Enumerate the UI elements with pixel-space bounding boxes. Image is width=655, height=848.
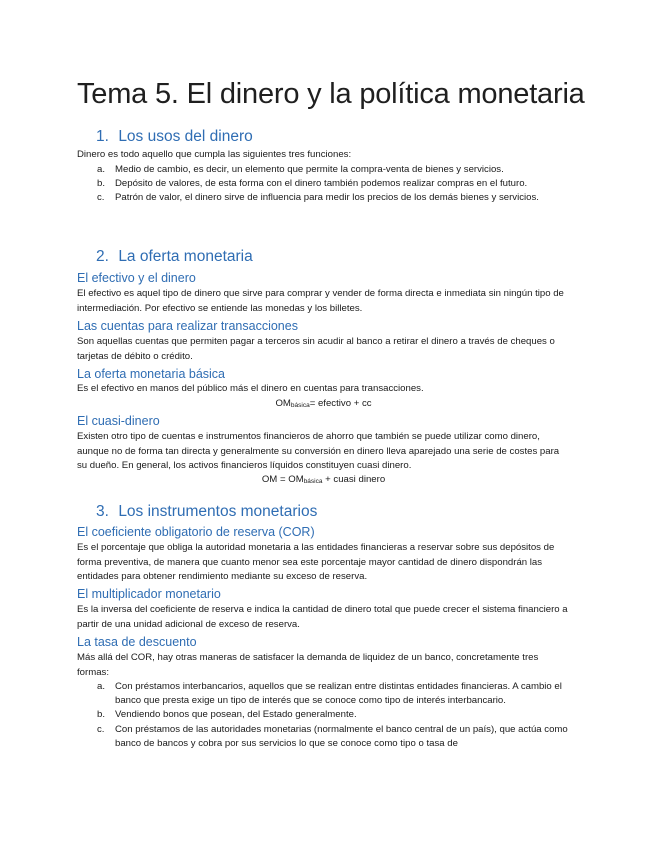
list-marker: c.: [97, 723, 105, 735]
section-1-intro: Dinero es todo aquello que cumpla las siguientes tres funciones:: [77, 149, 352, 160]
subsection-text: El efectivo es aquel tipo de dinero que sirve para comprar y vender de forma directa e inmediata sin ningún tipo de intermediación. Por efectivo se entiende las monedas y los billetes.: [77, 288, 564, 314]
formula-subscript: básica: [290, 402, 310, 409]
list-item-text: Con préstamos interbancarios, aquellos que se realizan entre distintas entidades financieras. A cambio el banco que presta exige un tipo de interés que se conoce como tipo de interés interbancario.: [115, 681, 562, 707]
section-1-number: 1.: [96, 128, 109, 145]
subsection-text: Son aquellas cuentas que permiten pagar a terceros sin acudir al banco a retirar el dinero a través de cheques o tarjetas de débito o crédito.: [77, 336, 555, 362]
list-item-text: Depósito de valores, de esta forma con el dinero también podemos realizar compras en el futuro.: [115, 178, 528, 190]
formula-subscript: básica: [303, 478, 323, 485]
list-marker: a.: [97, 681, 106, 692]
list-item: [77, 723, 570, 751]
list-item-text: Medio de cambio, es decir, un elemento que permite la compra-venta de bienes y servicios.: [115, 164, 504, 175]
formula-left: OM: [275, 398, 291, 409]
subsection-heading: La tasa de descuento: [77, 635, 197, 649]
document-title: Tema 5. El dinero y la política monetaria: [77, 78, 585, 110]
subsection-text: Es el porcentaje que obliga la autoridad monetaria a las entidades financieras a reservar sobre sus depósitos de forma preventiva, de manera que cuanto menor sea este porcentaje mayor cantidad de dinero dispondrán las entidades para obtener rendimiento mediante su exceso de reserva.: [77, 542, 555, 583]
list-item-text: Patrón de valor, el dinero sirve de influencia para medir los precios de los demás bienes y servicios.: [115, 192, 539, 204]
subsection-text: Es el efectivo en manos del público más el dinero en cuentas para transacciones.: [77, 383, 424, 394]
section-2-number: 2.: [96, 248, 109, 265]
list-marker: b.: [97, 178, 106, 190]
formula-right: = efectivo + cc: [309, 398, 372, 409]
list-item-text: Con préstamos de las autoridades monetarias (normalmente el banco central de un país), que actúa como banco de bancos y cobra por sus servicios lo que se conoce como tipo o tasa de: [115, 723, 568, 749]
section-3-title: Los instrumentos monetarios: [118, 503, 318, 520]
subsection-heading: El coeficiente obligatorio de reserva (COR): [77, 525, 315, 539]
subsection-text: Existen otro tipo de cuentas e instrumentos financieros de ahorro que también se puede utilizar como dinero, aunque no de forma tan directa y generalmente su conversión en dinero lleva aparejado una serie de costes para su dueño. En general, los activos financieros líquidos constituyen cuasi dinero.: [77, 431, 560, 472]
subsection-heading: La oferta monetaria básica: [77, 367, 226, 381]
section-1-title: Los usos del dinero: [118, 128, 253, 145]
subsection-heading: El cuasi-dinero: [77, 414, 160, 428]
subsection-text: Es la inversa del coeficiente de reserva e indica la cantidad de dinero total que puede crecer el sistema financiero a partir de una unidad adicional de exceso de reserva.: [77, 604, 568, 630]
subsection-text: Más allá del COR, hay otras maneras de satisfacer la demanda de liquidez de un banco, concretamente tres formas:: [77, 652, 539, 678]
section-3-heading: [96, 503, 317, 521]
formula-om-basica: [77, 397, 570, 414]
list-item-text: Vendiendo bonos que posean, del Estado generalmente.: [115, 709, 357, 721]
section-1-heading: [96, 128, 253, 146]
formula-om: [77, 473, 570, 490]
subsection-heading: El multiplicador monetario: [77, 587, 221, 601]
section-3-number: 3.: [96, 503, 109, 520]
list-item: [77, 708, 570, 722]
list-item: [77, 680, 570, 708]
subsection-heading: El efectivo y el dinero: [77, 271, 196, 285]
list-marker: b.: [97, 709, 106, 721]
section-1-list: [77, 163, 570, 206]
formula-right: + cuasi dinero: [322, 474, 386, 485]
formula-left: OM = OM: [261, 474, 304, 485]
list-marker: c.: [97, 192, 105, 204]
section-2-title: La oferta monetaria: [118, 248, 253, 265]
list-item: [77, 163, 570, 177]
list-item: [77, 191, 570, 205]
list-item: [77, 177, 570, 191]
section-2-heading: [96, 248, 253, 266]
section-3-list: [77, 680, 570, 751]
list-marker: a.: [97, 164, 106, 175]
subsection-heading: Las cuentas para realizar transacciones: [77, 319, 298, 333]
